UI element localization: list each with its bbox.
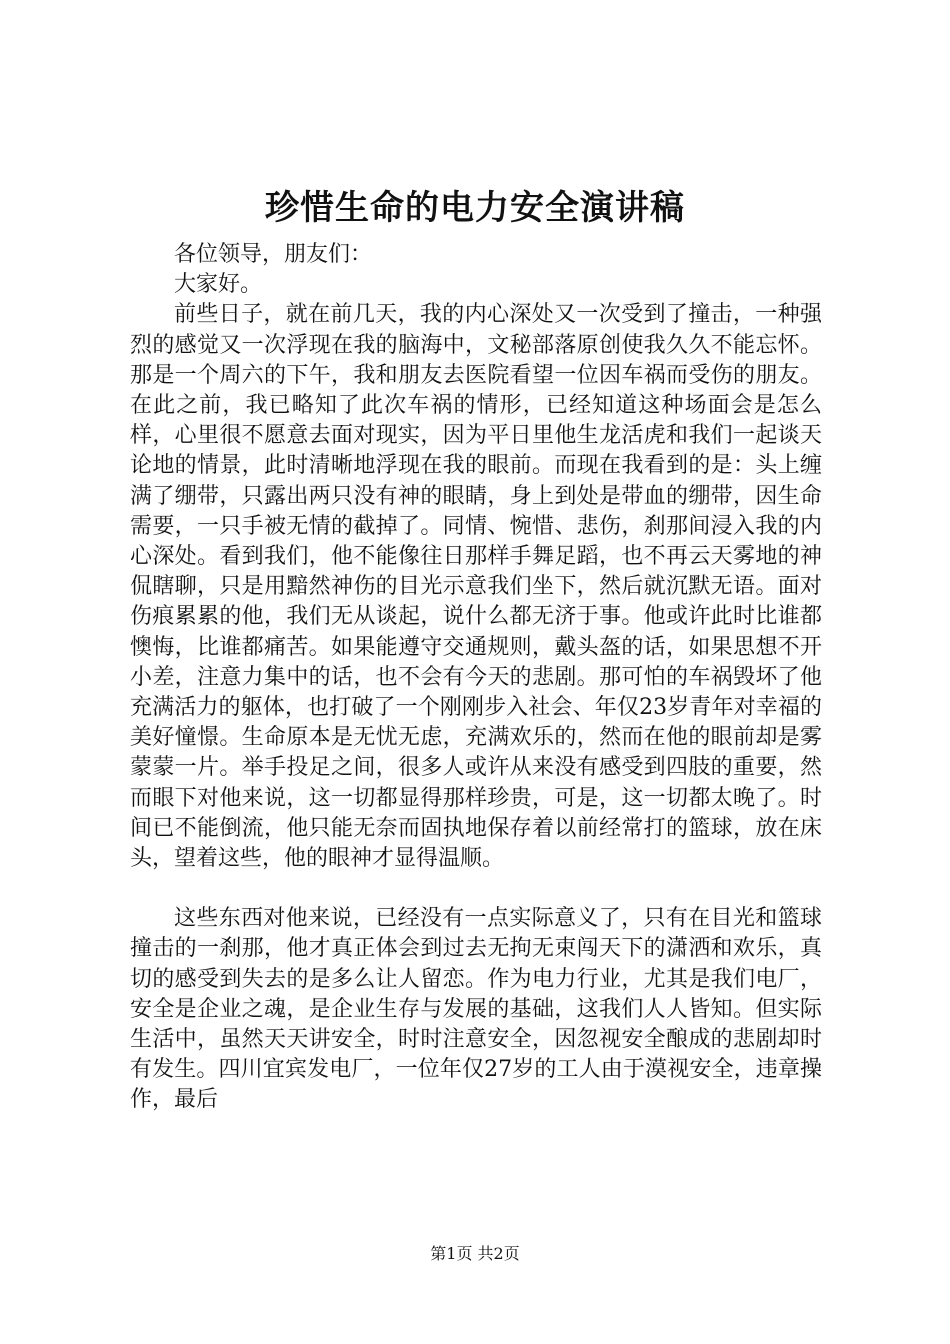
greeting-paragraph: 各位领导，朋友们： [174, 242, 373, 267]
hello-paragraph: 大家好。 [174, 272, 263, 298]
body-paragraph-1: 前些日子，就在前几天，我的内心深处又一次受到了撞击，一种强烈的感觉又一次浮现在我的脑海中，文秘部落原创使我久久不能忘怀。那是一个周六的下午，我和朋友去医院看望一位因车祸而受伤的朋友。在此之前，我已略知了此次车祸的情形，已经知道这种场面会是怎么样，心里很不愿意去面对现实，因为平日里他生龙活虎和我们一起谈天论地的情景，此时清晰地浮现在我的眼前。而现在我看到的是：头上缠满了绷带，只露出两只没有神的眼睛，身上到处是带血的绷带，因生命需要，一只手被无情的截掉了。同情、惋惜、悲伤，刹那间浸入我的内心深处。看到我们，他不能像往日那样手舞足蹈，也不再云天雾地的神侃瞎聊，只是用黯然神伤的目光示意我们坐下，然后就沉默无语。面对伤痕累累的他，我们无从谈起，说什么都无济于事。他或许此时比谁都懊悔，比谁都痛苦。如果能遵守交通规则，戴头盔的话，如果思想不开小差，注意力集中的话，也不会有今天的悲剧。那可怕的车祸毁坏了他充满活力的躯体，也打破了一个刚刚步入社会、年仅23岁青年对幸福的美好憧憬。生命原本是无忧无虑，充满欢乐的，然而在他的眼前却是雾蒙蒙一片。举手投足之间，很多人或许从来没有感受到四肢的重要，然而眼下对他来说，这一切都显得那样珍贵，可是，这一切都太晚了。时间已不能倒流，他只能无奈而固执地保存着以前经常打的篮球，放在床头，望着这些，他的眼神才显得温顺。 [130, 302, 822, 872]
title-spacer [130, 210, 822, 240]
document-body [130, 210, 822, 1116]
paragraph-gap [130, 874, 822, 904]
page-footer: 第1页 共2页 [430, 1244, 520, 1263]
document-title: 珍惜生命的电力安全演讲稿 [265, 188, 685, 228]
body-paragraph-2: 这些东西对他来说，已经没有一点实际意义了，只有在目光和篮球撞击的一刹那，他才真正体会到过去无拘无束闯天下的潇洒和欢乐，真切的感受到失去的是多么让人留恋。作为电力行业，尤其是我们电厂，安全是企业之魂，是企业生存与发展的基础，这我们人人皆知。但实际生活中，虽然天天讲安全，时时注意安全，因忽视安全酿成的悲剧却时有发生。四川宜宾发电厂，一位年仅27岁的工人由于漠视安全，违章操作，最后 [130, 906, 822, 1113]
